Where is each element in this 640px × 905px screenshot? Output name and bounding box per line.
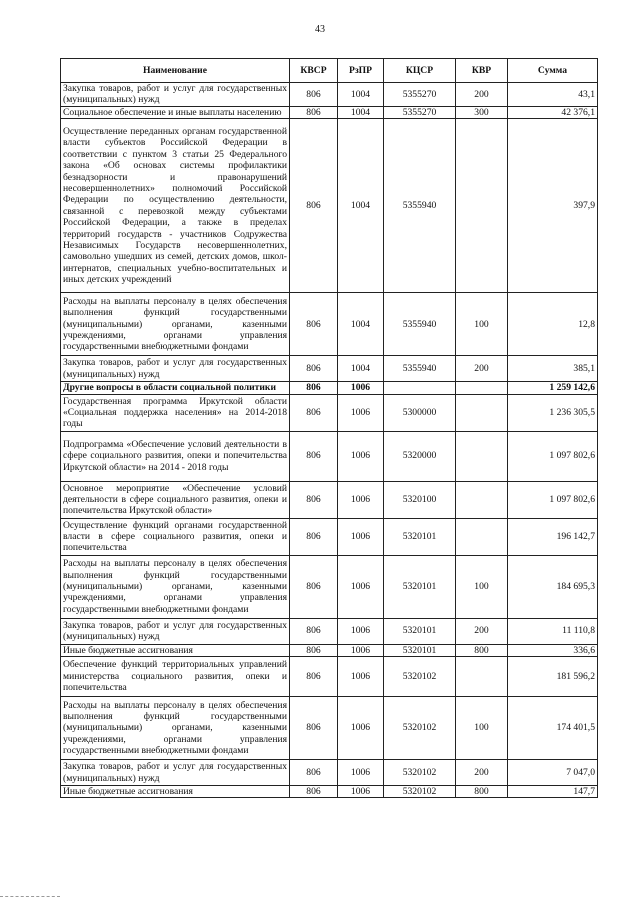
header-name: Наименование	[61, 59, 290, 83]
cell-rzpr: 1006	[338, 431, 384, 481]
cell-kvr	[456, 394, 508, 431]
cell-kvsr: 806	[290, 618, 338, 644]
cell-kvr	[456, 119, 508, 293]
cell-kcsr: 5320101	[384, 644, 456, 656]
table-body	[61, 83, 598, 798]
budget-table	[60, 58, 598, 798]
table-row	[61, 555, 598, 618]
scan-edge-mark	[0, 896, 60, 899]
cell-kvsr: 806	[290, 119, 338, 293]
cell-kcsr: 5320102	[384, 657, 456, 697]
cell-kvsr: 806	[290, 697, 338, 760]
table-row	[61, 431, 598, 481]
cell-name: Расходы на выплаты персоналу в целях обеспечения выполнения функций государственными (муниципальными) органами, казенными учреждениями, органами управления государственными внебюджетными фондами	[61, 555, 290, 618]
cell-rzpr: 1004	[338, 356, 384, 382]
page-number: 43	[315, 24, 325, 35]
cell-kvsr: 806	[290, 644, 338, 656]
cell-kvr: 100	[456, 293, 508, 356]
cell-rzpr: 1006	[338, 644, 384, 656]
cell-rzpr: 1006	[338, 394, 384, 431]
cell-rzpr: 1004	[338, 293, 384, 356]
cell-kvsr: 806	[290, 657, 338, 697]
cell-kvsr: 806	[290, 106, 338, 118]
cell-name: Закупка товаров, работ и услуг для государственных (муниципальных) нужд	[61, 760, 290, 786]
cell-sum: 43,1	[508, 83, 598, 107]
cell-kvsr: 806	[290, 293, 338, 356]
table-row	[61, 106, 598, 118]
cell-rzpr: 1006	[338, 555, 384, 618]
cell-kvr: 200	[456, 356, 508, 382]
cell-sum: 181 596,2	[508, 657, 598, 697]
cell-sum: 196 142,7	[508, 518, 598, 555]
cell-sum: 1 097 802,6	[508, 481, 598, 518]
cell-kvsr: 806	[290, 356, 338, 382]
cell-sum: 397,9	[508, 119, 598, 293]
cell-kvr: 200	[456, 760, 508, 786]
cell-kcsr: 5320102	[384, 697, 456, 760]
cell-name: Расходы на выплаты персоналу в целях обеспечения выполнения функций государственными (муниципальными) органами, казенными учреждениями, органами управления государственными внебюджетными фондами	[61, 697, 290, 760]
cell-rzpr: 1006	[338, 657, 384, 697]
cell-rzpr: 1006	[338, 760, 384, 786]
cell-name: Закупка товаров, работ и услуг для государственных (муниципальных) нужд	[61, 618, 290, 644]
cell-kcsr: 5320100	[384, 481, 456, 518]
cell-kvsr: 806	[290, 394, 338, 431]
cell-rzpr: 1006	[338, 786, 384, 798]
cell-kcsr: 5355940	[384, 119, 456, 293]
cell-kcsr: 5320101	[384, 518, 456, 555]
table-row	[61, 786, 598, 798]
cell-kvr: 800	[456, 786, 508, 798]
cell-kcsr: 5320101	[384, 555, 456, 618]
header-row	[61, 59, 598, 83]
cell-sum: 184 695,3	[508, 555, 598, 618]
cell-name: Социальное обеспечение и иные выплаты населению	[61, 106, 290, 118]
table-row	[61, 518, 598, 555]
cell-kvr: 200	[456, 618, 508, 644]
cell-sum: 1 259 142,6	[508, 382, 598, 394]
cell-kvsr: 806	[290, 555, 338, 618]
cell-name: Государственная программа Иркутской области «Социальная поддержка населения» на 2014-2018 годы	[61, 394, 290, 431]
table-row	[61, 697, 598, 760]
cell-sum: 7 047,0	[508, 760, 598, 786]
cell-name: Иные бюджетные ассигнования	[61, 786, 290, 798]
cell-rzpr: 1004	[338, 106, 384, 118]
cell-kvsr: 806	[290, 518, 338, 555]
cell-name: Подпрограмма «Обеспечение условий деятельности в сфере социального развития, опеки и попечительства Иркутской области» на 2014 - 2018 годы	[61, 431, 290, 481]
table-row	[61, 394, 598, 431]
cell-kcsr: 5355270	[384, 106, 456, 118]
cell-kvr	[456, 431, 508, 481]
cell-rzpr: 1006	[338, 518, 384, 555]
table-row	[61, 760, 598, 786]
table-row	[61, 382, 598, 394]
cell-sum: 42 376,1	[508, 106, 598, 118]
header-sum: Сумма	[508, 59, 598, 83]
cell-kvsr: 806	[290, 83, 338, 107]
cell-kcsr: 5320102	[384, 760, 456, 786]
table-row	[61, 293, 598, 356]
cell-kvr	[456, 481, 508, 518]
table-row	[61, 657, 598, 697]
cell-kcsr: 5355940	[384, 293, 456, 356]
cell-sum: 336,6	[508, 644, 598, 656]
cell-name: Осуществление функций органами государственной власти в сфере социального развития, опеки и попечительства	[61, 518, 290, 555]
cell-name: Иные бюджетные ассигнования	[61, 644, 290, 656]
table-header	[61, 59, 598, 83]
header-kcsr: КЦСР	[384, 59, 456, 83]
cell-name: Расходы на выплаты персоналу в целях обеспечения выполнения функций государственными (муниципальными) органами, казенными учреждениями, органами управления государственными внебюджетными фондами	[61, 293, 290, 356]
cell-name: Обеспечение функций территориальных управлений министерства социального развития, опеки и попечительства	[61, 657, 290, 697]
table-row	[61, 119, 598, 293]
cell-name: Закупка товаров, работ и услуг для государственных (муниципальных) нужд	[61, 356, 290, 382]
cell-rzpr: 1004	[338, 119, 384, 293]
cell-kvr: 300	[456, 106, 508, 118]
cell-kvr	[456, 382, 508, 394]
cell-kvr: 800	[456, 644, 508, 656]
cell-sum: 1 236 305,5	[508, 394, 598, 431]
cell-kvr: 100	[456, 555, 508, 618]
cell-kvr	[456, 657, 508, 697]
cell-name: Закупка товаров, работ и услуг для государственных (муниципальных) нужд	[61, 83, 290, 107]
cell-rzpr: 1006	[338, 382, 384, 394]
cell-sum: 174 401,5	[508, 697, 598, 760]
cell-sum: 385,1	[508, 356, 598, 382]
cell-kvsr: 806	[290, 786, 338, 798]
cell-sum: 11 110,8	[508, 618, 598, 644]
table-row	[61, 356, 598, 382]
cell-kvr: 100	[456, 697, 508, 760]
table-row	[61, 481, 598, 518]
cell-kvsr: 806	[290, 382, 338, 394]
table-row	[61, 83, 598, 107]
cell-kcsr	[384, 382, 456, 394]
cell-kvsr: 806	[290, 760, 338, 786]
cell-name: Другие вопросы в области социальной политики	[61, 382, 290, 394]
cell-sum: 147,7	[508, 786, 598, 798]
cell-sum: 1 097 802,6	[508, 431, 598, 481]
header-kvr: КВР	[456, 59, 508, 83]
cell-kcsr: 5355270	[384, 83, 456, 107]
cell-sum: 12,8	[508, 293, 598, 356]
header-rzpr: РзПР	[338, 59, 384, 83]
table-row	[61, 644, 598, 656]
cell-kvsr: 806	[290, 481, 338, 518]
cell-kvr	[456, 518, 508, 555]
cell-rzpr: 1004	[338, 83, 384, 107]
cell-kvsr: 806	[290, 431, 338, 481]
cell-rzpr: 1006	[338, 697, 384, 760]
cell-name: Основное мероприятие «Обеспечение условий деятельности в сфере социального развития, опеки и попечительства Иркутской области»	[61, 481, 290, 518]
cell-name: Осуществление переданных органам государственной власти субъектов Российской Федерации в соответствии с пунктом 3 статьи 25 Федерального закона «Об основах системы профилактики безнадзорности и правонарушений несовершеннолетних» полномочий Российской Федерации по осуществлению деятельности, связанной с перевозкой между субъектами Российской Федерации, а также в пределах территорий государств - участников Содружества Независимых Государств несовершеннолетних, самовольно ушедших из семей, детских домов, школ-интернатов, специальных учебно-воспитательных и иных детских учреждений	[61, 119, 290, 293]
cell-kcsr: 5300000	[384, 394, 456, 431]
cell-kcsr: 5355940	[384, 356, 456, 382]
header-kvsr: КВСР	[290, 59, 338, 83]
cell-kcsr: 5320102	[384, 786, 456, 798]
cell-kcsr: 5320000	[384, 431, 456, 481]
cell-kcsr: 5320101	[384, 618, 456, 644]
cell-rzpr: 1006	[338, 481, 384, 518]
cell-rzpr: 1006	[338, 618, 384, 644]
cell-kvr: 200	[456, 83, 508, 107]
table-row	[61, 618, 598, 644]
